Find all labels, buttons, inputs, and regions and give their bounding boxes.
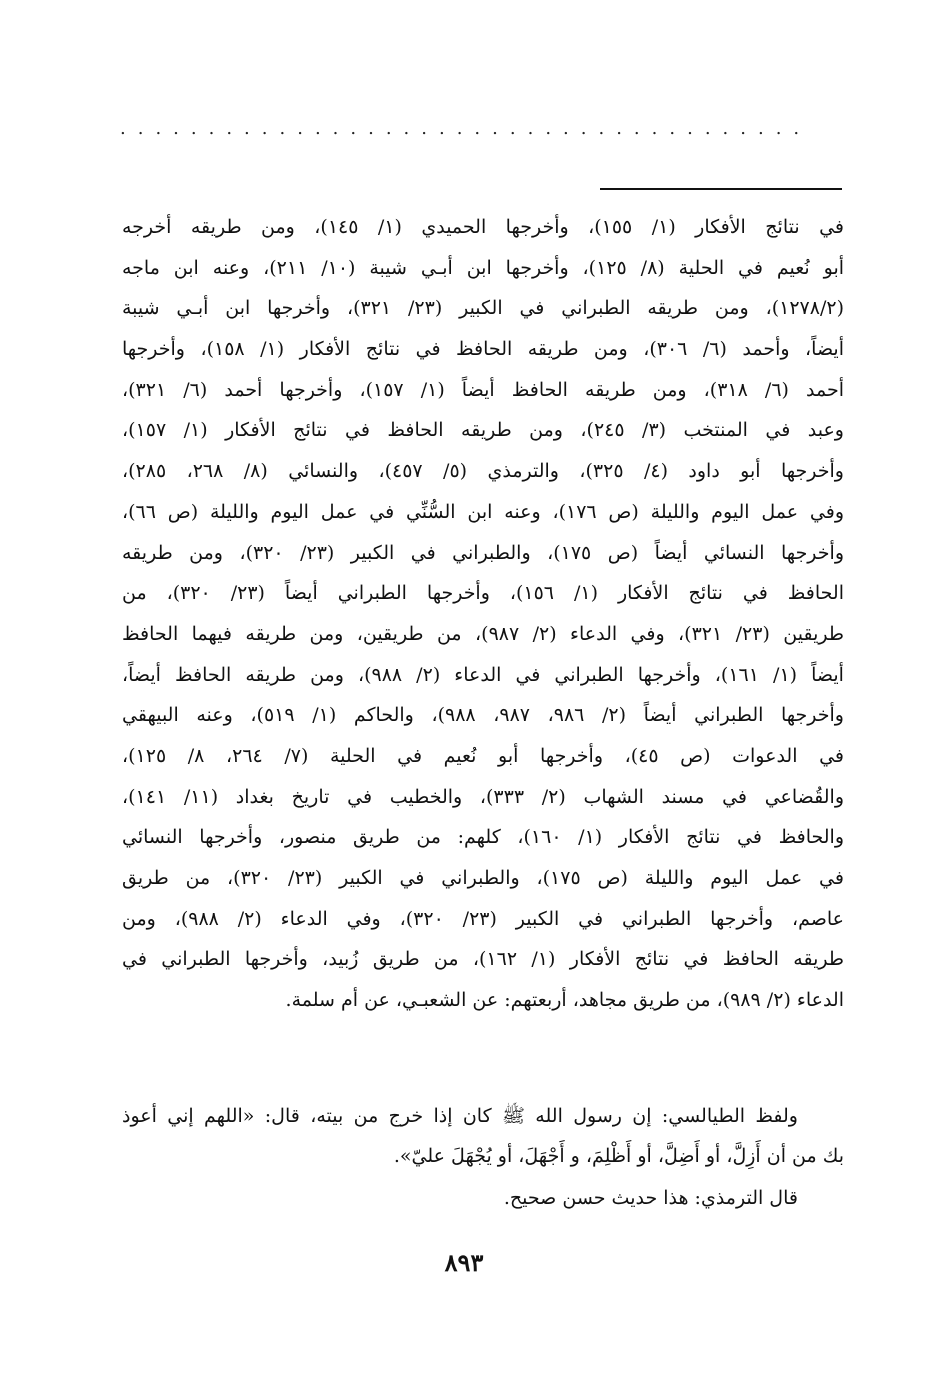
footnote-line: عاصم، وأخرجها الطبراني في الكبير (٢٣/ ٣٢٠)، وفي الدعاء (٢/ ٩٨٨)، ومن: [122, 907, 844, 930]
page-number: ٨٩٣: [444, 1248, 484, 1277]
footnote-line: أيضاً، وأحمد (٦/ ٣٠٦)، ومن طريقه الحافظ في نتائج الأفكار (١/ ١٥٨)، وأخرجها: [122, 338, 844, 361]
footnote-line: في الدعوات (ص ٤٥)، وأخرجها أبو نُعيم في الحلية (٧/ ٢٦٤، ٨/ ١٢٥)،: [122, 744, 844, 767]
footnote-line: (١٢٧٨/٢)، ومن طريقه الطبراني في الكبير (٢٣/ ٣٢١)، وأخرجها ابن أبـي شيبة: [122, 297, 844, 320]
separator-dots: .......................................: [120, 118, 812, 138]
footnote-line: والقُضاعي في مسند الشهاب (٢/ ٣٣٣)، والخطيب في تاريخ بغداد (١١/ ١٤١)،: [122, 785, 844, 808]
footnote-line: والحافظ في نتائج الأفكار (١/ ١٦٠)، كلهم: من طريق منصور، وأخرجها النسائي: [122, 826, 844, 849]
footnote-line: وفي عمل اليوم والليلة (ص ١٧٦)، وعنه ابن السُّنِّي في عمل اليوم والليلة (ص ٦٦)،: [122, 500, 844, 523]
tayalisi-line: بك من أن أَزِلَّ، أو أَضِلَّ، أو أَظْلِمَ، و أَجْهَلَ، أو يُجْهَلَ عليّ».: [393, 1145, 844, 1167]
footnote-rule: [600, 188, 842, 190]
footnote-line: أبو نُعيم في الحلية (٨/ ١٢٥)، وأخرجها ابن أبـي شيبة (١٠/ ٢١١)، وعنه ابن ماجه: [122, 256, 844, 279]
tirmidhi-paragraph: [122, 1178, 844, 1218]
footnote-line: أيضاً (١/ ١٦١)، وأخرجها الطبراني في الدعاء (٢/ ٩٨٨)، ومن طريقه الحافظ أيضاً،: [122, 663, 844, 686]
footnote-line: وأخرجها الطبراني أيضاً (٢/ ٩٨٦، ٩٨٧، ٩٨٨)، والحاكم (١/ ٥١٩)، وعنه البيهقي: [122, 704, 844, 727]
footnote-line: في نتائج الأفكار (١/ ١٥٥)، وأخرجها الحميدي (١/ ١٤٥)، ومن طريقه أخرجه: [122, 216, 844, 238]
footnote-line: أحمد (٦/ ٣١٨)، ومن طريقه الحافظ أيضاً (١/ ١٥٧)، وأخرجها أحمد (٦/ ٣٢١)،: [122, 378, 844, 401]
tayalisi-line: ولفظ الطيالسي: إن رسول الله ﷺ كان إذا خرج من بيته، قال: «اللهم إني أعوذ: [122, 1105, 798, 1127]
tayalisi-paragraph: [122, 1096, 844, 1176]
footnote-line: وأخرجها أبو داود (٤/ ٣٢٥)، والترمذي (٥/ ٤٥٧)، والنسائي (٨/ ٢٦٨، ٢٨٥)،: [122, 460, 844, 483]
footnote-line: الحافظ في نتائج الأفكار (١/ ١٥٦)، وأخرجها الطبراني أيضاً (٢٣/ ٣٢٠)، من: [122, 582, 844, 605]
footnote-line: في عمل اليوم والليلة (ص ١٧٥)، والطبراني في الكبير (٢٣/ ٣٢٠)، من طريق: [122, 867, 844, 889]
footnote-line: طريقه الحافظ في نتائج الأفكار (١/ ١٦٢)، من طريق زُبيد، وأخرجها الطبراني في: [122, 948, 844, 971]
tirmidhi-line: قال الترمذي: هذا حديث حسن صحيح.: [503, 1187, 798, 1209]
footnote-line: وأخرجها النسائي أيضاً (ص ١٧٥)، والطبراني في الكبير (٢٣/ ٣٢٠)، ومن طريقه: [122, 541, 844, 564]
footnote-line: الدعاء (٢/ ٩٨٩)، من طريق مجاهد، أربعتهم: عن الشعبـي، عن أم سلمة.: [285, 989, 844, 1012]
footnote-line: وعبد في المنتخب (٣/ ٢٤٥)، ومن طريقه الحافظ في نتائج الأفكار (١/ ١٥٧)،: [122, 419, 844, 442]
footnote-line: طريقين (٢٣/ ٣٢١)، وفي الدعاء (٢/ ٩٨٧)، من طريقين، ومن طريقه فيهما الحافظ: [122, 622, 844, 645]
footnote-text: [122, 207, 844, 1021]
